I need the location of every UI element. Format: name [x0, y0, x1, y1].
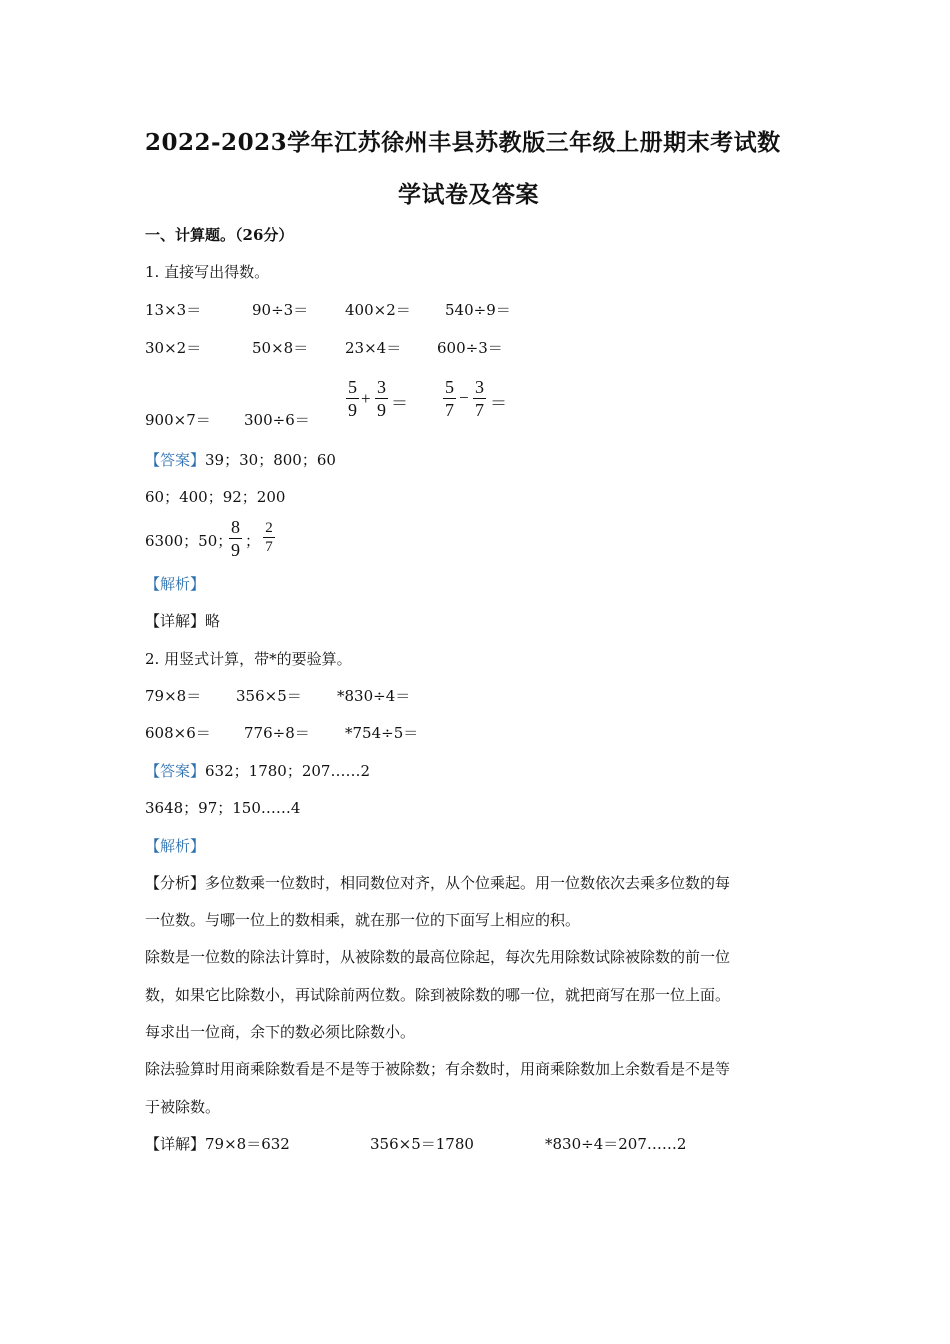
q1-detail [145, 610, 220, 631]
detail-tag: 【详解】 [145, 1135, 206, 1153]
fraction-bar [263, 537, 275, 538]
fraction-bar [443, 398, 456, 399]
fraction [375, 377, 388, 420]
q1-expr: 50×8＝ [252, 339, 309, 357]
fraction [346, 377, 359, 420]
q2-expr: *830÷4＝ [337, 687, 411, 705]
detail-item: *830÷4＝207……2 [545, 1135, 687, 1153]
section-heading: 一、计算题。（26分） [145, 226, 294, 244]
q1-expr: 600÷3＝ [437, 339, 503, 357]
q2-expr: 608×6＝ [145, 724, 211, 742]
numerator: 3 [377, 377, 386, 397]
doc-title-line1: 2022-2023学年江苏徐州丰县苏教版三年级上册期末考试数 [145, 129, 781, 156]
q1-expr: 90÷3＝ [252, 301, 309, 319]
q1-expr: 23×4＝ [345, 339, 402, 357]
numerator: 5 [348, 377, 357, 397]
fraction-bar [229, 538, 242, 539]
denominator: 7 [475, 400, 484, 420]
q1-expr: 900×7＝ [145, 411, 211, 429]
denominator: 9 [231, 540, 240, 560]
q2-expr: *754÷5＝ [345, 724, 419, 742]
denominator: 7 [445, 400, 454, 420]
answer-tag: 【答案】 [145, 451, 206, 469]
q1-answer-line: 60；400；92；200 [145, 488, 286, 506]
answer-fraction [263, 520, 275, 555]
detail-item: 79×8＝632 [205, 1135, 290, 1153]
detail-item: 356×5＝1780 [370, 1135, 474, 1153]
analysis-paragraph-line: 数，如果它比除数小，再试除前两位数。除到被除数的哪一位，就把商写在那一位上面。 [145, 986, 731, 1004]
fraction [473, 377, 486, 420]
numerator: 8 [231, 517, 240, 537]
q2-expr: 356×5＝ [236, 687, 302, 705]
analysis-paragraph-line: 于被除数。 [145, 1098, 221, 1116]
fraction [443, 377, 456, 420]
analysis-paragraph-line: 一位数。与哪一位上的数相乘，就在那一位的下面写上相应的积。 [145, 911, 581, 929]
answer-tag: 【答案】 [145, 762, 206, 780]
fraction-bar [346, 398, 359, 399]
q2-detail [145, 1133, 290, 1154]
detail-text: 略 [205, 612, 221, 630]
denominator: 7 [265, 539, 273, 555]
q1-expr: 540÷9＝ [445, 301, 511, 319]
answer-text: 632；1780；207……2 [205, 762, 370, 780]
answer-text: 39；30；800；60 [205, 451, 336, 469]
q1-expr: 400×2＝ [345, 301, 411, 319]
q1-answer-line-prefix: 6300；50； [145, 532, 233, 550]
equals-sign: ＝ [391, 394, 408, 413]
q1-prompt: 1. 直接写出得数。 [145, 263, 270, 281]
minus-sign: − [459, 388, 469, 407]
denominator: 9 [348, 400, 357, 420]
q1-answer-line [145, 449, 336, 470]
q1-analysis-tag: 【解析】 [145, 575, 206, 593]
q1-expr: 300÷6＝ [244, 411, 310, 429]
analysis-paragraph-line: 除法验算时用商乘除数看是不是等于被除数；有余数时，用商乘除数加上余数看是不是等 [145, 1060, 731, 1078]
answer-fraction [229, 517, 242, 560]
q2-expr: 79×8＝ [145, 687, 202, 705]
q2-answer-line [145, 760, 370, 781]
detail-tag: 【详解】 [145, 612, 206, 630]
analysis-paragraph-line: 【分析】多位数乘一位数时，相同数位对齐，从个位乘起。用一位数依次去乘多位数的每 [145, 874, 731, 892]
fraction-bar [375, 398, 388, 399]
analysis-paragraph-line: 除数是一位数的除法计算时，从被除数的最高位除起，每次先用除数试除被除数的前一位 [145, 948, 731, 966]
numerator: 3 [475, 377, 484, 397]
numerator: 2 [265, 520, 273, 536]
q1-expr: 30×2＝ [145, 339, 202, 357]
q2-answer-line: 3648；97；150……4 [145, 799, 301, 817]
analysis-paragraph-line: 每求出一位商，余下的数必须比除数小。 [145, 1023, 416, 1041]
denominator: 9 [377, 400, 386, 420]
q2-expr: 776÷8＝ [244, 724, 310, 742]
doc-title-line2: 学试卷及答案 [398, 181, 539, 208]
fraction-bar [473, 398, 486, 399]
equals-sign: ＝ [490, 394, 507, 413]
q1-expr: 13×3＝ [145, 301, 202, 319]
numerator: 5 [445, 377, 454, 397]
plus-sign: + [361, 389, 371, 408]
q2-prompt: 2. 用竖式计算，带*的要验算。 [145, 650, 352, 668]
answer-separator: ； [245, 532, 261, 550]
q2-analysis-tag: 【解析】 [145, 837, 206, 855]
